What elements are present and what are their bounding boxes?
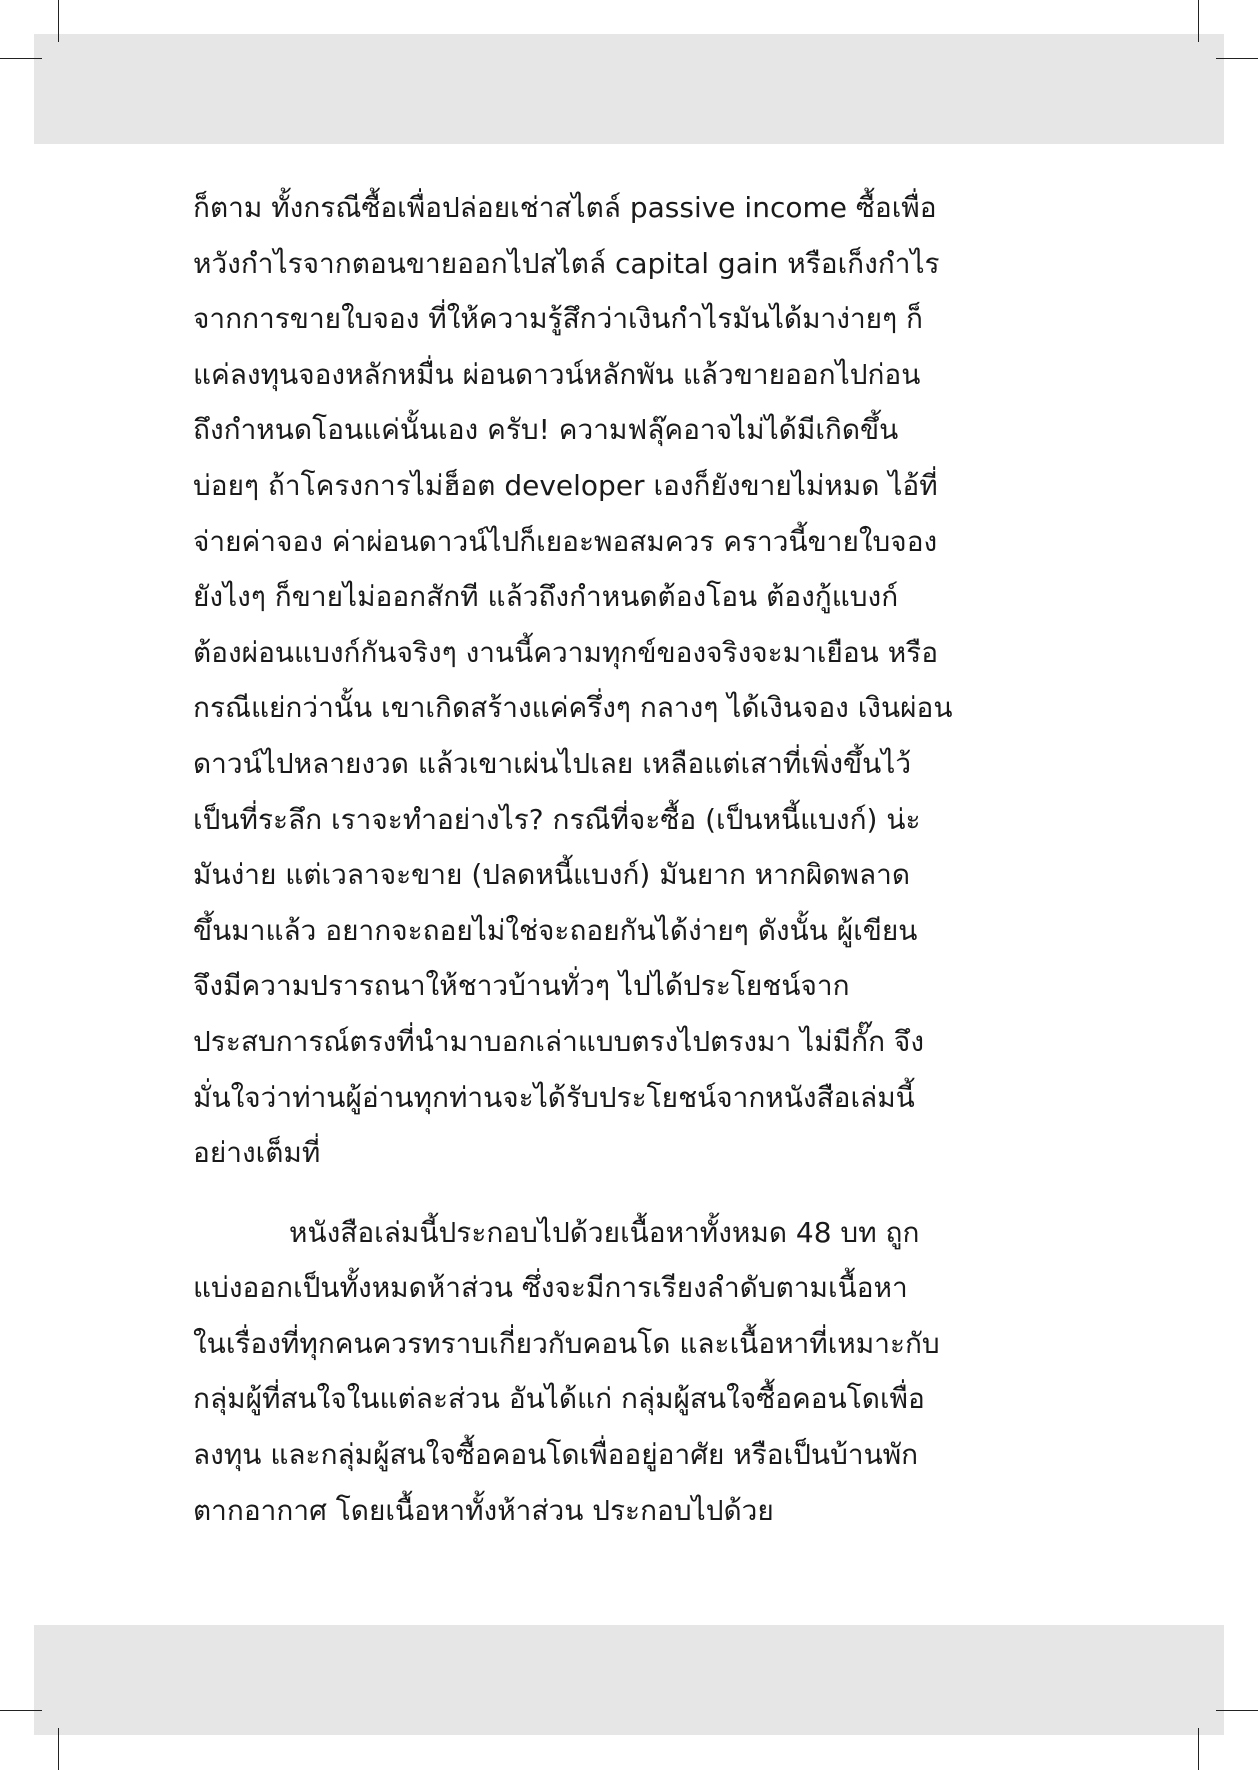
text-line: จ่ายค่าจอง ค่าผ่อนดาวน์ไปก็เยอะพอสมควร คราวนี้ขายใบจอง — [193, 524, 938, 558]
text-line: ยังไงๆ ก็ขายไม่ออกสักที แล้วถึงกำหนดต้องโอน ต้องกู้แบงก์ — [193, 580, 899, 614]
text-line: ประสบการณ์ตรงที่นำมาบอกเล่าแบบตรงไปตรงมา ไม่มีกั๊ก จึง — [193, 1024, 924, 1058]
text-line: เป็นที่ระลึก เราจะทำอย่างไร? กรณีที่จะซื้อ (เป็นหนี้แบงก์) น่ะ — [193, 802, 921, 836]
text-line: อย่างเต็มที่ — [193, 1136, 321, 1170]
text-line: ดาวน์ไปหลายงวด แล้วเขาเผ่นไปเลย เหลือแต่เสาที่เพิ่งขึ้นไว้ — [193, 746, 912, 780]
crop-mark — [1216, 58, 1258, 59]
header-band — [34, 34, 1224, 144]
text-line: แค่ลงทุนจองหลักหมื่น ผ่อนดาวน์หลักพัน แล้วขายออกไปก่อน — [193, 357, 921, 391]
text-line: กลุ่มผู้ที่สนใจในแต่ละส่วน อันได้แก่ กลุ่มผู้สนใจซื้อคอนโดเพื่อ — [193, 1382, 925, 1416]
paragraph-gap — [193, 1181, 1019, 1205]
crop-mark — [0, 1710, 42, 1711]
text-line: ต้องผ่อนแบงก์กันจริงๆ งานนี้ความทุกข์ของจริงจะมาเยือน หรือ — [193, 635, 939, 669]
text-line: ตากอากาศ โดยเนื้อหาทั้งห้าส่วน ประกอบไปด้วย — [193, 1493, 774, 1527]
text-line: มั่นใจว่าท่านผู้อ่านทุกท่านจะได้รับประโยชน์จากหนังสือเล่มนี้ — [193, 1080, 915, 1114]
crop-mark — [0, 58, 42, 59]
text-line: แบ่งออกเป็นทั้งหมดห้าส่วน ซึ่งจะมีการเรียงลำดับตามเนื้อหา — [193, 1271, 908, 1305]
crop-mark — [58, 0, 59, 42]
crop-mark — [58, 1728, 59, 1770]
crop-mark — [1198, 0, 1199, 42]
paragraph-1 — [193, 180, 1019, 1181]
text-line: จากการขายใบจอง ที่ให้ความรู้สึกว่าเงินกำไรมันได้มาง่ายๆ ก็ — [193, 302, 923, 336]
footer-band — [34, 1625, 1224, 1735]
paragraph-2 — [193, 1205, 1019, 1539]
text-line: จึงมีความปรารถนาให้ชาวบ้านทั่วๆ ไปได้ประโยชน์จาก — [193, 969, 850, 1003]
text-line: ก็ตาม ทั้งกรณีซื้อเพื่อปล่อยเช่าสไตล์ passive income ซื้อเพื่อ — [193, 191, 937, 224]
text-line: หวังกำไรจากตอนขายออกไปสไตล์ capital gain หรือเก็งกำไร — [193, 246, 940, 280]
text-line: ลงทุน และกลุ่มผู้สนใจซื้อคอนโดเพื่ออยู่อาศัย หรือเป็นบ้านพัก — [193, 1438, 919, 1472]
text-line: มันง่าย แต่เวลาจะขาย (ปลดหนี้แบงก์) มันยาก หากผิดพลาด — [193, 858, 911, 892]
text-line: หนังสือเล่มนี้ประกอบไปด้วยเนื้อหาทั้งหมด 48 บท ถูก — [289, 1215, 920, 1249]
body-text — [193, 180, 1019, 1538]
crop-mark — [1216, 1710, 1258, 1711]
crop-mark — [1198, 1728, 1199, 1770]
text-line: ถึงกำหนดโอนแค่นั้นเอง ครับ! ความฟลุ๊คอาจไม่ได้มีเกิดขึ้น — [193, 413, 899, 447]
text-line: ขึ้นมาแล้ว อยากจะถอยไม่ใช่จะถอยกันได้ง่ายๆ ดังนั้น ผู้เขียน — [193, 913, 918, 947]
text-line: ในเรื่องที่ทุกคนควรทราบเกี่ยวกับคอนโด และเนื้อหาที่เหมาะกับ — [193, 1326, 940, 1360]
text-line: กรณีแย่กว่านั้น เขาเกิดสร้างแค่ครึ่งๆ กลางๆ ได้เงินจอง เงินผ่อน — [193, 691, 953, 725]
text-line: บ่อยๆ ถ้าโครงการไม่ฮ็อต developer เองก็ยังขายไม่หมด ไอ้ที่ — [193, 468, 938, 502]
